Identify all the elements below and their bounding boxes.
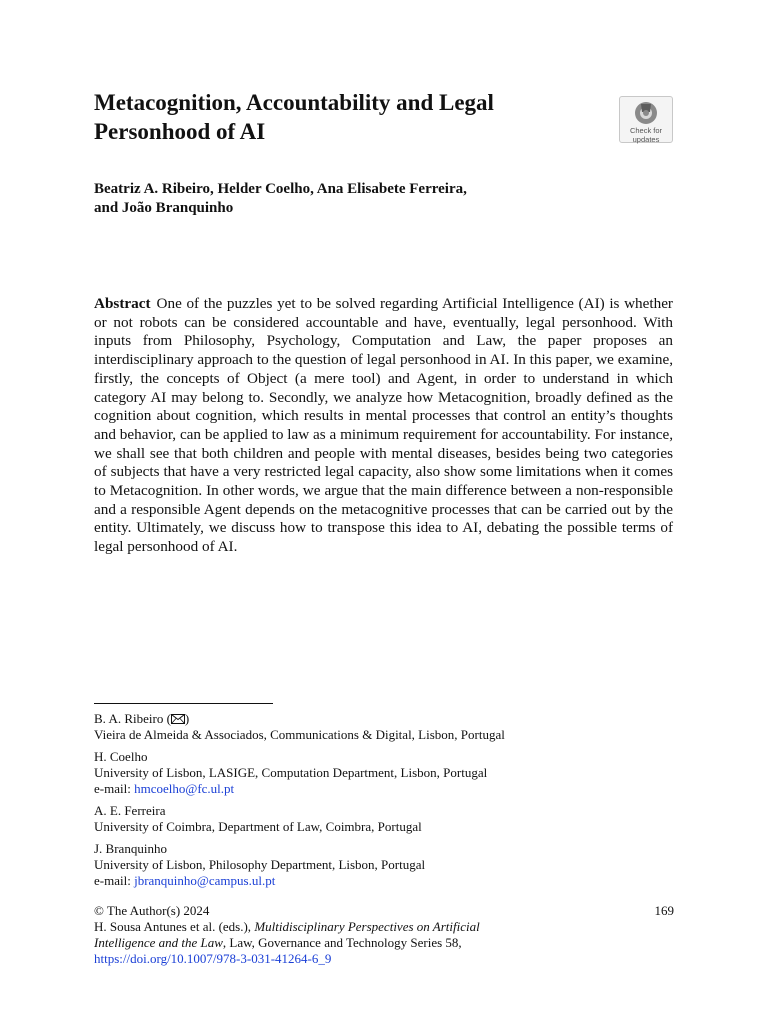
book-title-part-1: Multidisciplinary Perspectives on Artificial: [254, 919, 480, 934]
citation-prefix: H. Sousa Antunes et al. (eds.),: [94, 919, 255, 934]
copyright: © The Author(s) 2024: [94, 903, 210, 918]
series-info: , Law, Governance and Technology Series 58,: [222, 935, 462, 950]
page-title: Metacognition, Accountability and Legal Personhood of AI: [94, 90, 494, 144]
email-link-coelho[interactable]: hmcoelho@fc.ul.pt: [134, 781, 235, 796]
affiliation-coelho: [94, 749, 674, 797]
check-for-updates-badge[interactable]: [619, 96, 673, 143]
author-list: [94, 180, 634, 218]
email-link-branquinho[interactable]: jbranquinho@campus.ul.pt: [134, 873, 276, 888]
affiliation-institution: University of Lisbon, LASIGE, Computation Department, Lisbon, Portugal: [94, 765, 488, 780]
check-for-updates-icon: [633, 100, 659, 126]
book-title-part-2: Intelligence and the Law: [94, 935, 223, 950]
doi-link[interactable]: https://doi.org/10.1007/978-3-031-41264-6_9: [94, 951, 332, 966]
email-label: e-mail:: [94, 781, 135, 796]
affiliation-name: A. E. Ferreira: [94, 803, 166, 818]
affiliation-name: B. A. Ribeiro (: [94, 711, 171, 726]
badge-line-1: Check for: [629, 126, 663, 135]
abstract-text: One of the puzzles yet to be solved regarding Artificial Intelligence (AI) is whether or not robots can be considered accountable and have, eventually, legal personhood. With inputs from Philosophy, Psychology, Computation and Law, the paper proposes an interdisciplinary approach to the question of legal personhood in AI. In this paper, we examine, firstly, the concepts of Object (a mere tool) and Agent, in order to understand in which category AI may belong to. Secondly, we analyze how Metacognition, broadly defined as the cognition about cognition, which results in mental processes that control an entity’s thoughts and behavior, can be applied to law as a minimum requirement for accountability. For instance, we shall see that both children and people with mental diseases, besides being two categories of subjects that have a very restricted legal capacity, also show some limitations when it comes to Metacognition. In other words, we argue that the main difference between a non-responsible and a responsible Agent depends on the metacognitive processes that can be carried out by the entity. Ultimately, we discuss how to transpose this idea to AI, debating the possible terms of legal personhood of AI.: [94, 295, 673, 556]
authors-line-2: and João Branquinho: [94, 200, 234, 216]
affiliations: [94, 711, 674, 895]
authors-line-1: Beatriz A. Ribeiro, Helder Coelho, Ana Elisabete Ferreira,: [94, 181, 467, 197]
affiliation-ribeiro: [94, 711, 674, 743]
badge-line-2: updates: [632, 135, 660, 144]
affiliation-name: H. Coelho: [94, 749, 148, 764]
affiliation-institution: University of Coimbra, Department of Law, Coimbra, Portugal: [94, 819, 422, 834]
footnote-divider: [94, 703, 273, 704]
abstract-label: Abstract: [94, 295, 151, 312]
affiliation-name-close: ): [184, 711, 190, 726]
affiliation-ferreira: [94, 803, 674, 835]
affiliation-institution: University of Lisbon, Philosophy Department, Lisbon, Portugal: [94, 857, 426, 872]
affiliation-institution: Vieira de Almeida & Associados, Communications & Digital, Lisbon, Portugal: [94, 727, 505, 742]
affiliation-name: J. Branquinho: [94, 841, 167, 856]
affiliation-branquinho: [94, 841, 674, 889]
abstract: [94, 295, 673, 557]
page-footer: [94, 903, 674, 967]
email-label: e-mail:: [94, 873, 135, 888]
page-number: 169: [654, 903, 674, 918]
envelope-icon[interactable]: [171, 714, 185, 724]
